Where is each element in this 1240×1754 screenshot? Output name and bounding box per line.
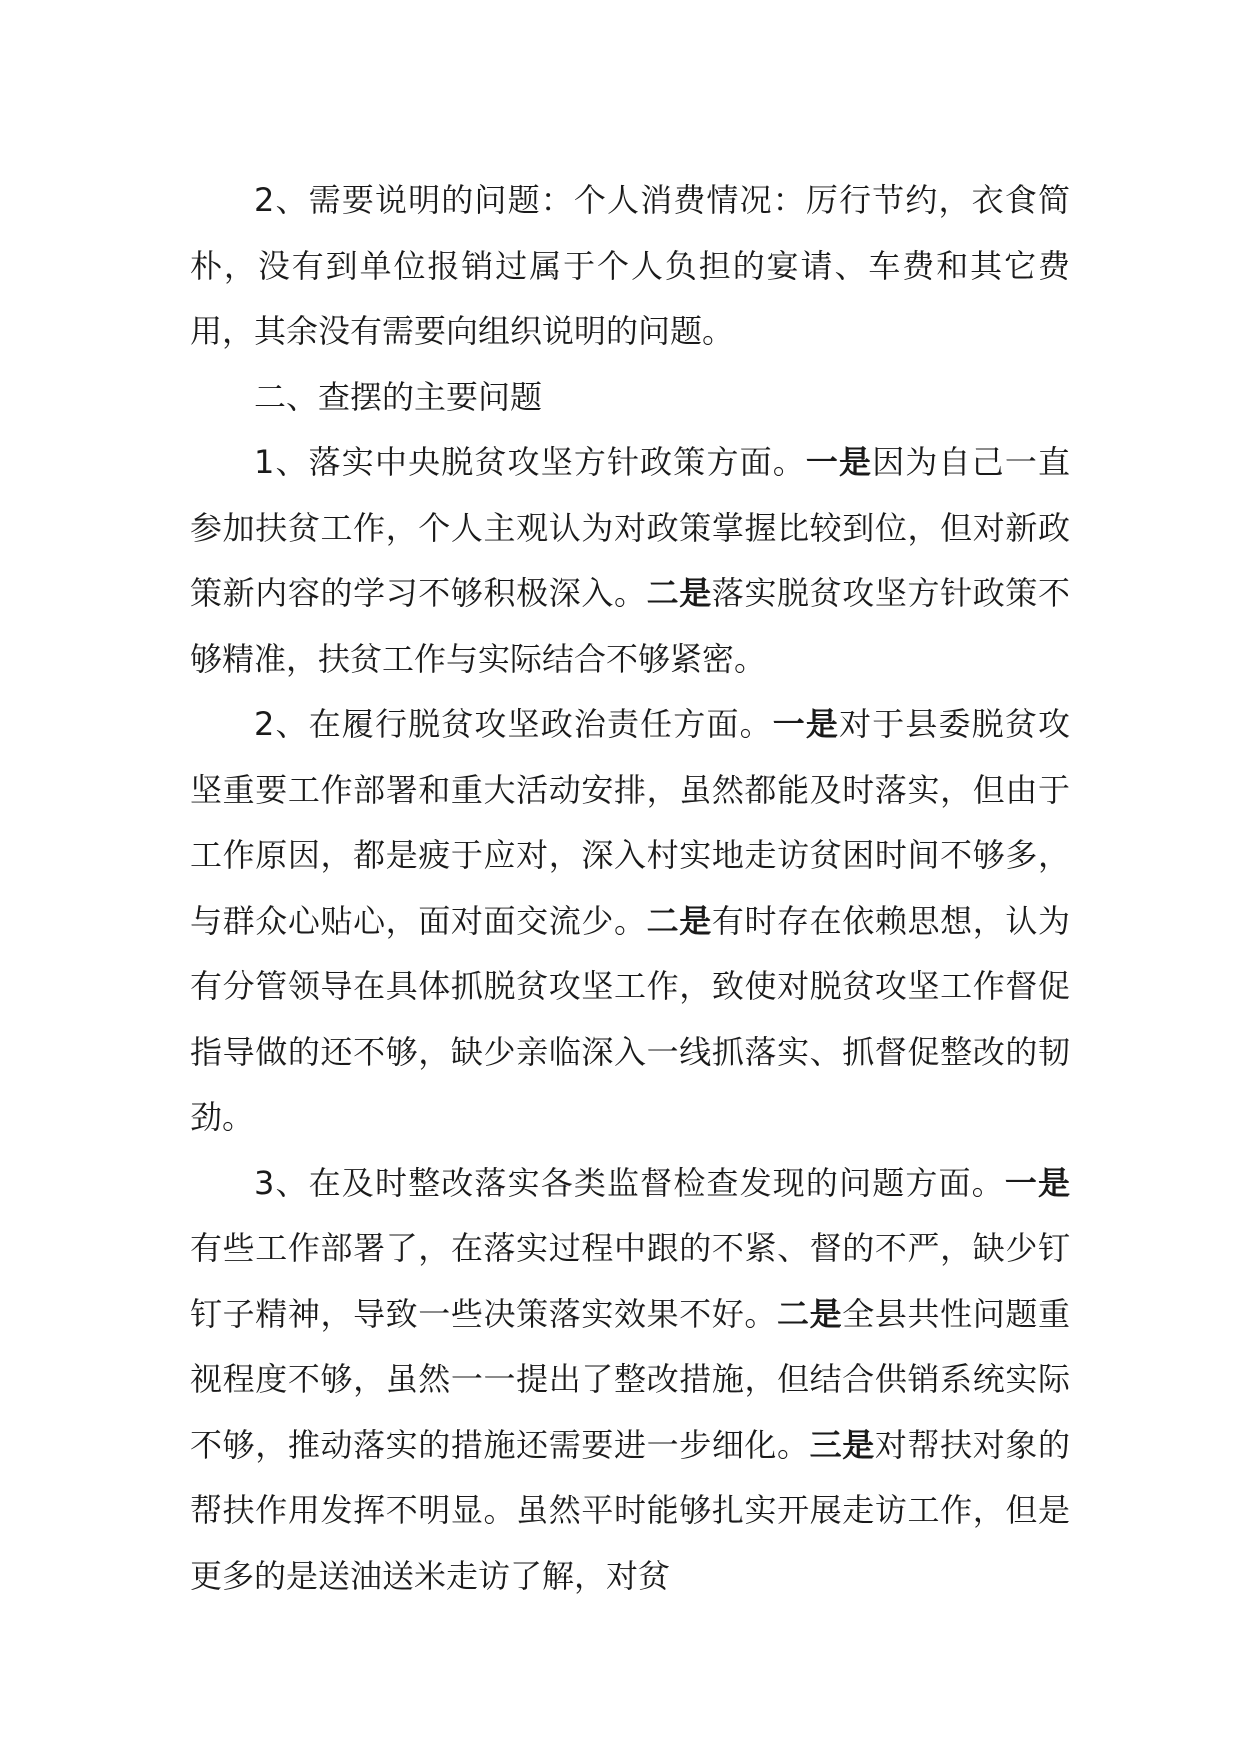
segment-emphasis: 一是	[805, 443, 873, 481]
segment: 有些工作部署了，在落实过程中跟的不紧、督的不严，缺少钉钉子精神，导致一些决策落实效果不好。	[190, 1229, 1070, 1333]
paragraph-problem-3	[190, 1151, 1070, 1610]
segment: 因为自己一直参加扶贫工作，个人主观认为对政策掌握比较到位，但对新政策新内容的学习不够积极深入。	[190, 443, 1070, 612]
segment: 有时存在依赖思想，认为有分管领导在具体抓脱贫攻坚工作，致使对脱贫攻坚工作督促指导做的还不够，缺少亲临深入一线抓落实、抓督促整改的韧劲。	[190, 901, 1070, 1136]
paragraph-problem-2	[190, 692, 1070, 1151]
segment-emphasis: 二是	[777, 1294, 843, 1333]
paragraph-explain	[190, 168, 1070, 365]
segment: 2、在履行脱贫攻坚政治责任方面。	[254, 705, 773, 743]
segment-emphasis: 一是	[1004, 1163, 1070, 1202]
segment: 二、查摆的主要问题	[254, 377, 543, 416]
segment: 1、落实中央脱贫攻坚方针政策方面。	[254, 443, 806, 481]
segment-emphasis: 一是	[772, 705, 840, 743]
segment: 对帮扶对象的帮扶作用发挥不明显。虽然平时能够扎实开展走访工作，但是更多的是送油送米走访了解，对贫	[190, 1425, 1070, 1595]
document-page	[190, 168, 1070, 1609]
segment: 落实脱贫攻坚方针政策不够精准，扶贫工作与实际结合不够紧密。	[190, 574, 1070, 678]
segment-emphasis: 二是	[646, 901, 712, 940]
paragraph-problem-1	[190, 430, 1070, 692]
segment: 全县共性问题重视程度不够，虽然一一提出了整改措施，但结合供销系统实际不够，推动落实的措施还需要进一步细化。	[190, 1294, 1070, 1464]
segment: 2、需要说明的问题：个人消费情况：厉行节约，衣食简朴，没有到单位报销过属于个人负担的宴请、车费和其它费用，其余没有需要向组织说明的问题。	[190, 181, 1070, 350]
segment-emphasis: 二是	[646, 574, 712, 612]
section-heading	[190, 365, 1070, 431]
segment: 对于县委脱贫攻坚重要工作部署和重大活动安排，虽然都能及时落实，但由于工作原因，都是疲于应对，深入村实地走访贫困时间不够多，与群众心贴心，面对面交流少。	[190, 705, 1070, 940]
segment: 3、在及时整改落实各类监督检查发现的问题方面。	[254, 1163, 1005, 1202]
segment-emphasis: 三是	[809, 1425, 875, 1464]
